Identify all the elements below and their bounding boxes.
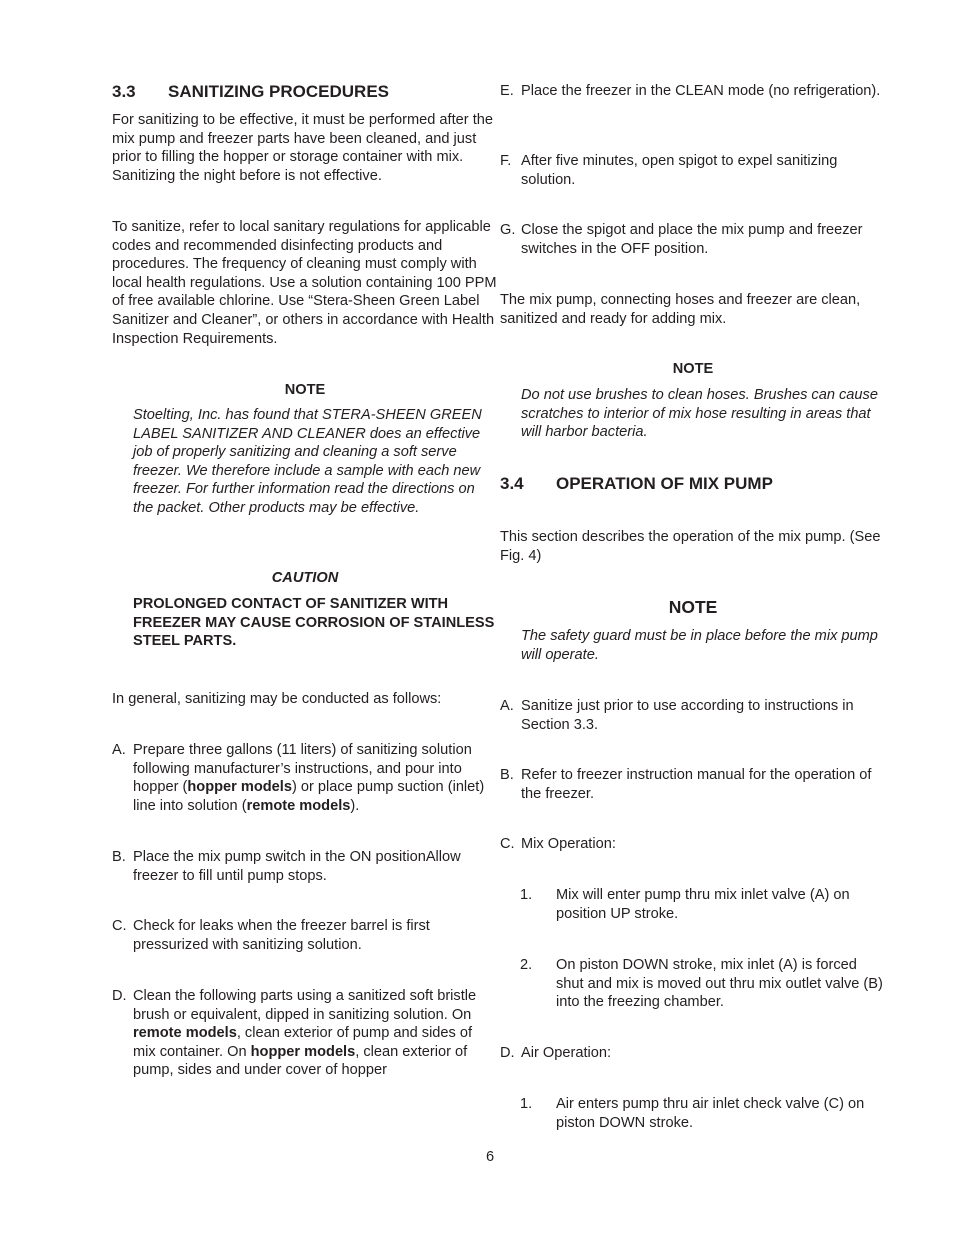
step-text: After five minutes, open spigot to expel sanitizing solution. [521, 153, 838, 188]
substep-number: 2. [520, 957, 533, 973]
section-title: OPERATION OF MIX PUMP [556, 474, 773, 493]
clean-ready-paragraph: The mix pump, connecting hoses and freezer are clean, sanitized and ready for adding mix. [500, 292, 861, 327]
step-bold-text: remote models [246, 797, 351, 814]
step-g [500, 221, 886, 258]
step-text: Air Operation: [521, 1045, 612, 1061]
air-operation-substep-1 [500, 1095, 886, 1132]
note-title: NOTE [672, 361, 714, 377]
step-text: Refer to freezer instruction manual for the operation of the freezer. [521, 767, 872, 802]
step-letter: A. [112, 742, 126, 758]
step-text: ). [350, 797, 360, 814]
substep-text: On piston DOWN stroke, mix inlet (A) is forced shut and mix is moved out thru mix outlet valve (B) into the freezing chamber. [556, 957, 883, 1011]
note-title: NOTE [284, 382, 326, 398]
section-number: 3.4 [500, 474, 524, 493]
mix-pump-description-paragraph: This section describes the operation of the mix pump. (See Fig. 4) [500, 529, 881, 564]
step-text: Close the spigot and place the mix pump and freezer switches in the OFF position. [521, 222, 863, 257]
note-body: Stoelting, Inc. has found that STERA-SHEEN GREEN LABEL SANITIZER AND CLEANER does an effective job of properly sanitizing and cleaning a soft serve freezer. We therefore include a sample with each new freezer. For further information read the directions on the packet. Other products may be effective. [133, 407, 482, 516]
caution-body: PROLONGED CONTACT OF SANITIZER WITH FREEZER MAY CAUSE CORROSION OF STAINLESS STEEL PARTS. [133, 596, 495, 650]
general-procedure-paragraph: In general, sanitizing may be conducted as follows: [112, 691, 442, 707]
step-f [500, 152, 886, 189]
step-text: Check for leaks when the freezer barrel is first pressurized with sanitizing solution. [133, 918, 430, 953]
step-text: , clean exterior of pump, sides and under cover of hopper [133, 1043, 468, 1079]
step-letter: G. [500, 222, 516, 238]
step-letter: D. [112, 988, 127, 1004]
step-bold-text: hopper models [187, 779, 292, 796]
note-body: The safety guard must be in place before the mix pump will operate. [521, 628, 878, 663]
step-d [112, 987, 498, 1080]
step-text: , clean exterior of pump and sides of mix container. On [133, 1025, 473, 1060]
section-title: SANITIZING PROCEDURES [168, 82, 390, 101]
operation-step-c [500, 835, 886, 854]
substep-number: 1. [520, 887, 533, 903]
operation-step-d [500, 1044, 886, 1063]
step-letter: E. [500, 83, 514, 99]
section-number: 3.3 [112, 82, 136, 101]
step-e [500, 82, 886, 101]
step-letter: C. [112, 918, 127, 934]
step-letter: D. [500, 1045, 515, 1061]
section-3-4-heading [500, 474, 886, 494]
note-title: NOTE [668, 597, 718, 617]
step-bold-text: remote models [133, 1025, 237, 1042]
step-b [112, 848, 498, 885]
step-c [112, 917, 498, 954]
sanitizing-intro-paragraph: For sanitizing to be effective, it must be performed after the mix pump and freezer parts have been cleaned, and just prior to filling the hopper or storage container with mix. Sanitizing the night before is not effective. [112, 112, 493, 184]
step-text: Sanitize just prior to use according to instructions in Section 3.3. [521, 698, 854, 733]
step-text: Place the mix pump switch in the ON positionAllow freezer to fill until pump stops. [133, 849, 461, 884]
step-letter: B. [112, 849, 126, 865]
step-text: Clean the following parts using a sanitized soft bristle brush or equivalent, dipped in sanitizing solution. On [133, 988, 477, 1023]
note-body: Do not use brushes to clean hoses. Brushes can cause scratches to interior of mix hose resulting in areas that will harbor bacteria. [521, 387, 878, 441]
step-letter: A. [500, 698, 514, 714]
mix-operation-substep-2 [500, 956, 886, 1012]
operation-step-a [500, 697, 886, 734]
substep-number: 1. [520, 1096, 533, 1112]
step-letter: C. [500, 836, 515, 852]
page-number: 6 [485, 1149, 495, 1165]
step-letter: F. [500, 153, 512, 169]
step-bold-text: hopper models [250, 1043, 356, 1060]
substep-text: Air enters pump thru air inlet check valve (C) on piston DOWN stroke. [556, 1096, 865, 1131]
step-a [112, 741, 498, 815]
step-text: ) or place pump suction (inlet) line into solution ( [133, 779, 485, 814]
mix-operation-substep-1 [500, 886, 886, 923]
step-text: Mix Operation: [521, 836, 616, 852]
operation-step-b [500, 766, 886, 803]
caution-title: CAUTION [271, 570, 339, 586]
substep-text: Mix will enter pump thru mix inlet valve (A) on position UP stroke. [556, 887, 850, 922]
step-text: Place the freezer in the CLEAN mode (no refrigeration). [521, 83, 881, 99]
section-3-3-heading [112, 82, 498, 102]
sanitize-regulations-paragraph: To sanitize, refer to local sanitary regulations for applicable codes and recommended disinfecting products and procedures. The frequency of cleaning must comply with local health regulations. Use a solution containing 100 PPM of free available chlorine. Use “Stera-Sheen Green Label Sanitizer and Cleaner”, or others in accordance with Health Inspection Requirements. [112, 219, 497, 347]
step-text: Prepare three gallons (11 liters) of sanitizing solution following manufacturer’s instructions, and pour into hopper ( [133, 742, 472, 796]
step-letter: B. [500, 767, 514, 783]
